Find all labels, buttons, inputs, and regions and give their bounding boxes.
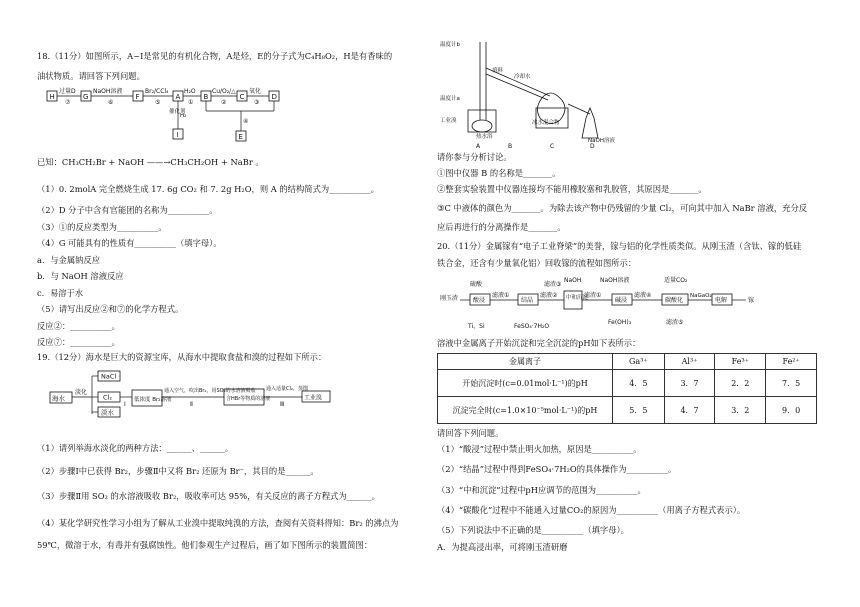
label-step2: 通入空气，吹出Br₂，用SO₂的水溶液吸收 — [164, 388, 256, 394]
label-step1: Ⅰ — [124, 401, 126, 408]
label-cu: Cu/O₂/△ — [212, 88, 236, 95]
cell: 4．7 — [664, 397, 715, 424]
q18-option-c: c．易溶于水 — [37, 288, 84, 298]
label-l4: 滤液④ — [634, 292, 652, 299]
th-ion: 金属离子 — [438, 354, 613, 370]
q20-option-A: A．为提高浸出率，可将刚玉渣研磨 — [437, 542, 568, 552]
table-row — [438, 370, 817, 397]
label-n6: ⑥ — [108, 99, 114, 106]
q18-reaction2: 反应②：__________。 — [37, 321, 120, 331]
label-hot: 热水浴 — [476, 134, 493, 140]
label-I: I — [176, 131, 179, 139]
r-discuss: 请你参与分析讨论。 — [437, 152, 512, 162]
label-cooling: 冷却水 — [514, 74, 531, 80]
cell: 5．5 — [613, 397, 665, 424]
label-therm-a: 温度计a — [440, 96, 460, 102]
label-n5: ⑤ — [155, 99, 161, 106]
cell-start-label: 开始沉淀时(c=0.01mol·L⁻¹)的pH — [438, 370, 613, 397]
q18-title-cont: 油状物质。请回答下列问题。 — [37, 71, 145, 81]
label-C: C — [239, 93, 245, 101]
label-h2so4: 硫酸 — [470, 281, 483, 288]
label-naoh1: NaOH — [564, 277, 582, 284]
label-h2: H₂ — [180, 113, 187, 119]
label-cat: 催化剂 — [169, 109, 186, 115]
label-feso4: FeSO₄·7H₂O — [514, 323, 550, 330]
label-F: F — [135, 93, 140, 101]
label-co2: 适量CO₂ — [664, 277, 688, 284]
th-ga: Ga³⁺ — [613, 354, 665, 370]
label-therm-b: 温度计b — [440, 42, 460, 48]
label-cry: 结晶 — [521, 297, 534, 304]
cell: 7．5 — [766, 370, 817, 397]
table-header-row — [438, 354, 817, 370]
label-h2o: H₂O — [184, 88, 196, 95]
q19-part1: （1）请列举海水淡化的两种方法：______、______。 — [37, 443, 234, 453]
label-br2: Br₂/CCl₄ — [145, 88, 169, 95]
label-sea: 海水 — [52, 394, 65, 403]
label-feoh: Fe(OH)₃ — [608, 319, 632, 326]
label-n3: Ⅲ — [280, 401, 285, 408]
cell: 3．7 — [664, 370, 715, 397]
q19-part3: （3）步骤Ⅱ用 SO₂ 的水溶液吸收 Br₂，吸收率可达 95%，有关反应的离子方程式为______。 — [37, 491, 380, 501]
q18-part2: （2）D 分子中含有官能团的名称为__________。 — [37, 205, 218, 215]
label-carb: 碳酸化 — [665, 297, 684, 304]
label-nacl: NaCl — [101, 372, 117, 381]
label-app-B: B — [508, 143, 513, 150]
r-q1: ①图中仪器 B 的名称是_______。 — [437, 168, 561, 178]
label-l3: 滤渣③ — [544, 281, 562, 288]
q19-part2: （2）步骤Ⅰ中已获得 Br₂，步骤Ⅱ中又将 Br₂ 还原为 Br⁻，其目的是______。 — [37, 466, 319, 476]
label-n3: ③ — [254, 99, 260, 106]
ph-table — [437, 353, 817, 424]
label-alk: 碱浸 — [615, 297, 628, 304]
q20-part4: （4）“碳酸化”过程中不能通入过量CO₂的原因为__________（用离子方程式表示）。 — [437, 505, 746, 515]
label-neu: 中和沉淀 — [566, 295, 589, 301]
q18-part4: （4）G 可能具有的性质有__________（填字母）。 — [37, 238, 222, 248]
label-elec: 电解 — [715, 297, 728, 304]
label-app-D: D — [590, 143, 595, 150]
label-E: E — [238, 133, 243, 141]
label-D: D — [271, 93, 277, 101]
cell: 9．0 — [766, 397, 817, 424]
label-gy: 刚玉渣 — [440, 295, 459, 302]
label-ga: 镓 — [748, 297, 755, 304]
label-app-C: C — [550, 143, 555, 150]
label-naoh-app: NaOH溶液 — [588, 138, 615, 144]
q20-part2: （2）“结晶”过程中得到FeSO₄·7H₂O的具体操作为__________。 — [437, 464, 677, 474]
r-q3: ③C 中液体的颜色为_______。为除去该产物中仍残留的少量 Cl₂，可向其中加入 NaBr 溶液，充分反 — [437, 203, 808, 213]
q18-reaction7: 反应⑦：__________。 — [37, 337, 120, 347]
label-fresh: 淡水 — [101, 408, 114, 417]
label-excess-d: 过量D — [59, 88, 76, 95]
label-naoh2: NaOH溶液 — [600, 277, 630, 284]
label-ox: 氧化 — [249, 88, 262, 95]
th-fe3: Fe³⁺ — [715, 354, 766, 370]
q20-part3: （3）“中和沉淀”过程中pH应调节的范围为__________。 — [437, 485, 646, 495]
label-A: A — [175, 93, 181, 101]
label-l2: 滤液② — [540, 292, 558, 299]
label-desal: 淡化 — [75, 389, 88, 396]
q18-flow-diagram — [45, 87, 285, 149]
q18-title: 18.（11分）如图所示，A~I是常见的有机化合物，A是烃，E的分子式为C₄H₈O₂，H是有香味的 — [37, 51, 393, 61]
cell: 3．2 — [715, 397, 766, 424]
apparatus-diagram — [440, 38, 620, 150]
th-al: Al³⁺ — [664, 354, 715, 370]
label-naoh: NaOH溶液 — [93, 88, 123, 95]
label-ind-br-2: 工业溴 — [440, 118, 457, 124]
label-G: G — [83, 93, 89, 101]
label-H: H — [49, 93, 55, 101]
label-ice: 冰水混合物 — [532, 120, 560, 126]
q20-flow-diagram — [440, 272, 800, 334]
th-fe2: Fe²⁺ — [766, 354, 817, 370]
q18-part1: （1）0. 2molA 完全燃烧生成 17. 6g CO₂ 和 7. 2g H₂O，则 A 的结构简式为__________。 — [37, 184, 379, 194]
q20-answer-prompt: 请回答下列问题。 — [437, 428, 504, 438]
r-q3-cont: 应后再进行的分离操作是_______。 — [437, 222, 566, 232]
cell: 2．2 — [715, 370, 766, 397]
table-intro: 溶液中金属离子开始沉淀和完全沉淀的pH如下表所示： — [437, 338, 641, 348]
label-mid: 含HBr等物质的溶液 — [226, 396, 271, 402]
label-step3: 通入适量Cl₂，蒸馏 — [266, 386, 308, 392]
label-n1: ① — [188, 99, 194, 106]
cell-complete-label: 沉淀完全时(c=1.0×10⁻⁵mol·L⁻¹)的pH — [438, 397, 613, 424]
table-row — [438, 397, 817, 424]
label-l1: 滤液① — [492, 292, 510, 299]
q20-title: 20.（11分）金属镓有“电子工业脊梁”的美誉，镓与铝的化学性质类似。从刚玉渣（含钛、镓的低硅 — [437, 241, 802, 251]
q18-part5: （5）请写出反应②和⑦的化学方程式。 — [37, 304, 184, 314]
q20-part5: （5）下列说法中不正确的是__________（填字母）。 — [437, 525, 629, 535]
label-low: 低浓度 Br₂溶液 — [134, 397, 172, 403]
q18-option-a: a．与金属钠反应 — [37, 255, 101, 265]
label-n7: ⑦ — [65, 99, 71, 106]
label-n4: ④ — [243, 118, 249, 125]
label-n2: Ⅱ — [190, 401, 193, 408]
label-tisi: Ti、Si — [468, 323, 485, 330]
cell: 4．5 — [613, 370, 665, 397]
q19-title: 19.（12分）海水是巨大的资源宝库，从海水中提取食盐和溴的过程如下所示： — [37, 352, 327, 362]
label-ind-br: 工业溴 — [304, 394, 323, 402]
label-cl2: Cl₂ — [103, 393, 112, 402]
label-n2: ② — [221, 99, 227, 106]
q19-flow-diagram — [48, 370, 348, 420]
label-filt: 滤渣① — [584, 292, 602, 299]
label-res: 滤渣⑤ — [666, 319, 684, 326]
r-q2: ②整套实验装置中仪器连接均不能用橡胶塞和乳胶管，其原因是_______。 — [437, 184, 707, 194]
q19-part4a: （4）某化学研究性学习小组为了解从工业溴中提取纯溴的方法，查阅有关资料得知：Br₂ 的沸点为 — [37, 518, 399, 528]
q18-known: 已知：CH₃CH₂Br + NaOH ——→CH₃CH₂OH + NaBr 。 — [37, 157, 264, 167]
label-app-A: A — [476, 143, 481, 150]
q18-option-b: b．与 NaOH 溶液反应 — [37, 271, 124, 281]
q19-part4b: 59℃，微溶于水，有毒并有强腐蚀性。他们参观生产过程后，画了如下图所示的装置简图： — [37, 540, 373, 550]
label-feed: 填料 — [492, 68, 504, 74]
label-nagao2: NaGaO₂ — [690, 293, 712, 299]
q20-title-cont: 铁合金，还含有少量氧化铝）回收镓的流程如图所示： — [437, 258, 637, 268]
q20-part1: （1）“酸浸”过程中禁止明火加热，原因是__________。 — [437, 444, 642, 454]
label-B: B — [203, 93, 209, 101]
label-acid: 酸浸 — [473, 297, 486, 304]
q18-part3: （3）①的反应类型为__________。 — [37, 222, 167, 232]
